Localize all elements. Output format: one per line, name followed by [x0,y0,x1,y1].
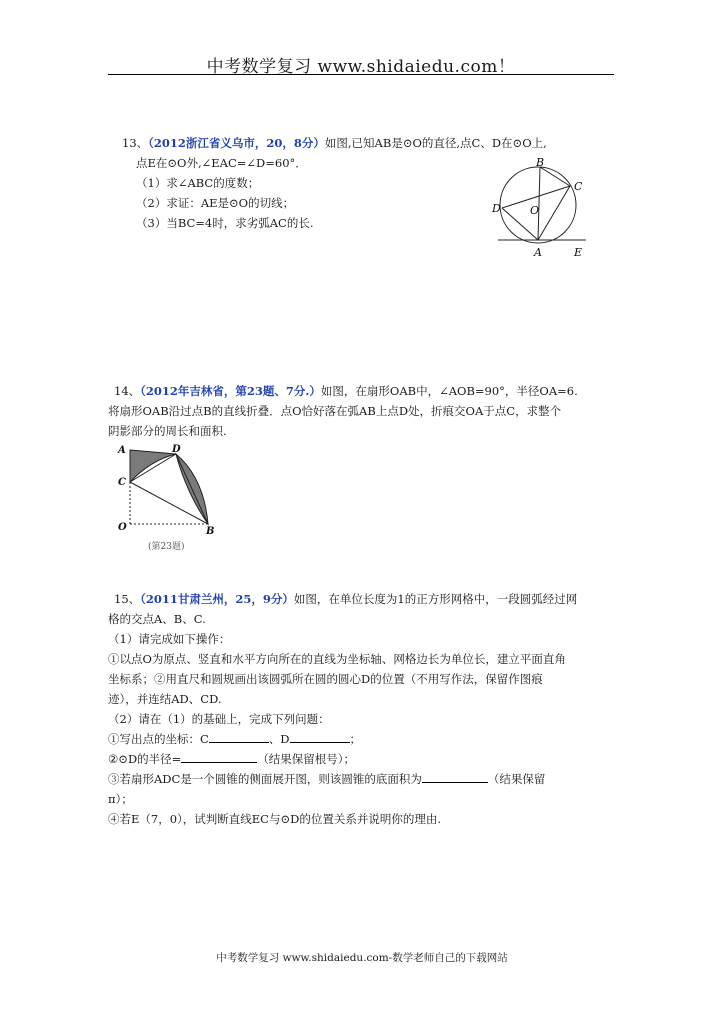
q13-number: 13、 [122,136,149,150]
shaded-region-upper [130,450,176,482]
page-header-title: 中考数学复习 www.shidaiedu.com！ [206,57,516,77]
q14-figure-caption: (第23题) [148,542,185,552]
header-rule [108,74,614,75]
q14-stem1: 如图，在扇形OAB中，∠AOB=90°，半径OA=6. [320,384,578,398]
q14-stem3: 阴影部分的周长和面积. [108,424,227,438]
q15-number: 15、 [114,592,141,606]
q13-part-2: （2）求证：AE是⊙O的切线； [136,196,295,210]
q15-subq-3 [108,769,620,789]
label-c: C [574,180,583,193]
label-a: A [534,246,542,259]
q13-figure [480,150,620,265]
q14-number: 14、 [114,384,141,398]
q15-subq1-prefix: ①写出点的坐标：C [108,732,209,746]
answer-blank-d[interactable] [290,730,350,743]
q13-stem1: 如图,已知AB是⊙O的直径,点C、D在⊙O上, [324,136,547,150]
q15-subq3-line2: π）； [108,792,133,806]
answer-blank-radius[interactable] [181,750,257,763]
label-c: C [118,477,126,488]
label-a: A [118,445,126,456]
answer-blank-c[interactable] [209,730,269,743]
q15-subq2-suffix: （结果保留根号）； [257,752,356,766]
q15-line1 [108,589,620,609]
q13-part-3: （3）当BC=4时，求劣弧AC的长. [136,216,314,230]
q15-stem2: 格的交点A、B、C. [108,612,206,626]
label-o: O [530,204,540,217]
q14-source: （2012年吉林省，第23题、7分.） [140,384,321,398]
q13-part-1: （1）求∠ABC的度数； [136,176,260,190]
label-d: D [172,444,181,455]
q15-part1-title: （1）请完成如下操作： [108,632,231,646]
q15-subq-2 [108,749,620,769]
q14-line1 [108,381,618,401]
q13-source: （2012浙江省义乌市，20，8分） [148,136,325,150]
label-d: D [492,202,501,215]
q15-stem1: 如图，在单位长度为1的正方形网格中，一段圆弧经过网 [293,592,578,606]
q13-stem2: 点E在⊙O外,∠EAC=∠D=60°． [136,156,307,170]
label-o: O [118,522,127,533]
answer-blank-area[interactable] [422,770,488,783]
page-footer: 中考数学复习 www.shidaiedu.com-数学老师自己的下载网站 [216,952,508,964]
q15-subq-4: ④若E（7，0），试判断直线EC与⊙D的位置关系并说明你的理由. [108,812,441,826]
segment-db [176,454,208,524]
question-14 [108,381,618,441]
q14-figure [116,440,216,535]
q15-part1-line1: ①以点O为原点、竖直和水平方向所在的直线为坐标轴、网格边长为单位长，建立平面直角 [108,652,566,666]
q15-part1-line2: 坐标系；②用直尺和圆规画出该圆弧所在圆的圆心D的位置（不用写作法，保留作图痕 [108,672,543,686]
label-e: E [574,246,583,259]
q15-subq1-mid: 、D [268,732,290,746]
q15-source: （2011甘肃兰州，25，9分） [140,592,294,606]
q15-subq3-suffix: （结果保留 [487,772,546,786]
label-b: B [206,526,215,537]
label-b: B [536,156,545,169]
chord-bc [540,167,570,186]
q15-subq3-prefix: ③若扇形ADC是一个圆锥的侧面展开图，则该圆锥的底面积为 [108,772,422,786]
question-15 [108,589,620,829]
q15-subq2-prefix: ②⊙D的半径= [108,752,182,766]
q15-part1-line3: 迹），并连结AD、CD. [108,692,222,706]
q14-stem2: 将扇形OAB沿过点B的直线折叠．点O恰好落在弧AB上点D处，折痕交OA于点C，求整个 [108,404,562,418]
q15-subq-1 [108,729,620,749]
q15-subq1-suffix: ； [349,732,362,746]
q15-part2-title: （2）请在（1）的基础上，完成下列问题： [108,712,330,726]
